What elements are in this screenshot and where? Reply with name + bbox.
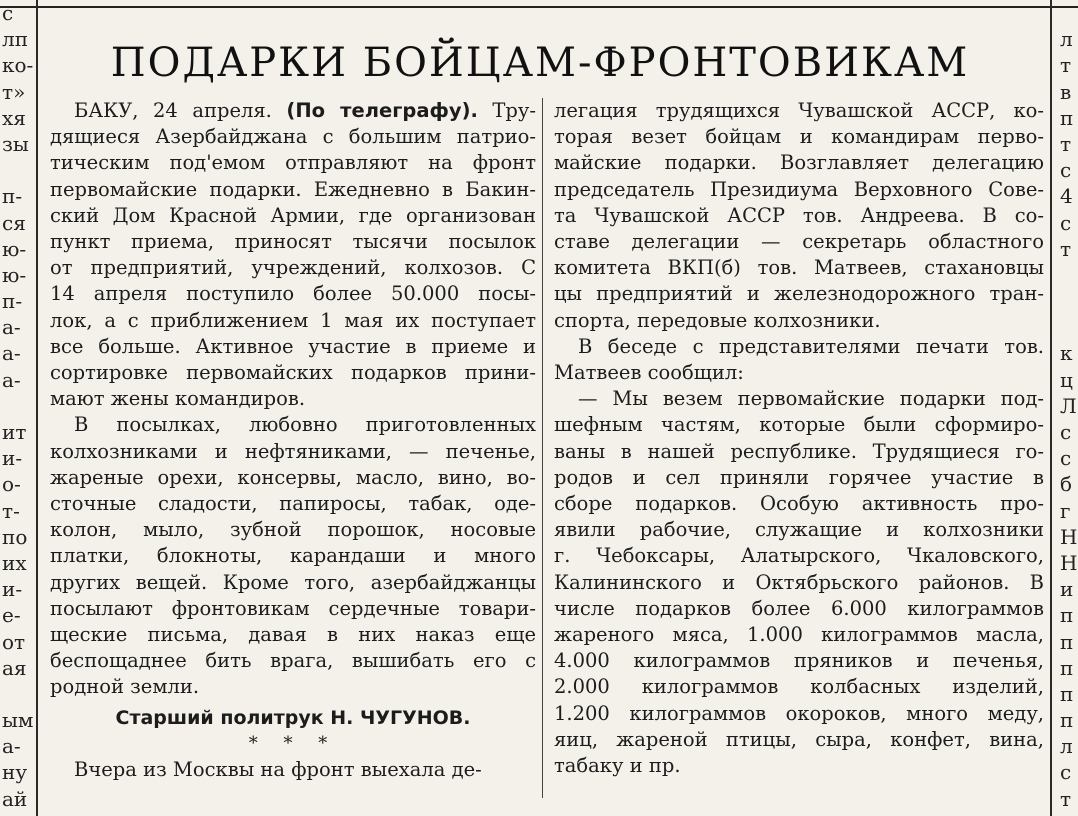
margin-fragment: Л <box>1060 393 1077 418</box>
margin-fragment: п <box>1060 655 1074 680</box>
margin-fragment: хя <box>2 105 26 130</box>
article-line: ставе делегации — секретарь областного <box>554 230 1044 254</box>
article-line: цы предприятий и железнодорожного тран- <box>554 282 1044 306</box>
article-line: легация трудящихся Чувашской АССР, ко- <box>554 99 1044 122</box>
margin-fragment: а- <box>2 367 21 392</box>
margin-fragment <box>1060 262 1078 288</box>
margin-fragment: ко- <box>2 53 34 78</box>
margin-fragment: и <box>1060 577 1074 602</box>
article-line: явили рабочие, служащие и колхозники <box>554 518 1044 542</box>
article-line: г. Чебоксары, Алатырского, Чкаловского, <box>554 544 1044 568</box>
margin-fragment: их <box>2 550 27 575</box>
margin-fragment: по <box>2 524 28 549</box>
article-line: Матвеев сообщил: <box>554 361 744 385</box>
article-line: жареного мяса, 1.000 килограммов масла, <box>554 623 1044 647</box>
article-line: та Чувашской АССР тов. Андреева. В со- <box>554 203 1044 227</box>
article-line: пункт приема, приносят тысячи посылок <box>50 230 536 254</box>
margin-fragment: ит <box>2 420 27 444</box>
margin-fragment: лп <box>2 27 29 52</box>
margin-fragment: т <box>1060 53 1072 78</box>
margin-fragment: ц <box>1060 367 1073 392</box>
article-line: платки, блокноты, карандаши и много <box>50 544 536 568</box>
article-line: спорта, передовые колхозники. <box>554 308 881 332</box>
margin-fragment: и- <box>2 446 23 471</box>
article-line: 14 апреля поступило более 50.000 посы- <box>50 282 536 306</box>
margin-fragment: ю- <box>2 262 27 287</box>
margin-fragment: ю- <box>2 236 27 261</box>
right-column-fragment <box>1060 0 1078 816</box>
column-separator <box>542 98 543 798</box>
article-line <box>50 98 536 124</box>
margin-fragment: ым <box>2 708 34 733</box>
article-line: В посылках, любовно приготовленных <box>74 413 536 437</box>
article-baku <box>50 98 536 783</box>
article-line: все больше. Активное участие в приеме и <box>50 334 536 358</box>
article-line: 4.000 килограммов пряников и печенья, <box>554 649 1044 673</box>
margin-fragment: п- <box>2 184 23 209</box>
article-line: щеские письма, давая в них наказ еще <box>50 623 536 647</box>
margin-fragment <box>2 393 30 419</box>
section-separator: * * * <box>248 732 338 754</box>
margin-fragment: с <box>1060 760 1072 785</box>
margin-fragment: ну <box>2 760 28 785</box>
margin-fragment: о- <box>2 472 21 497</box>
margin-fragment: ай <box>2 786 28 811</box>
margin-fragment: а- <box>2 315 21 340</box>
article-line: тическим под'емом отправляют на фронт <box>50 151 536 175</box>
margin-fragment: п <box>1060 629 1074 654</box>
article-line: 1.200 килограммов окороков, много меду, <box>554 701 1044 725</box>
article-line: лок, а с приближением 1 мая их поступает <box>50 308 536 332</box>
margin-fragment: л <box>1060 734 1073 759</box>
margin-fragment: л <box>1060 27 1073 52</box>
margin-fragment: т» <box>2 79 26 104</box>
headline: ПОДАРКИ БОЙЦАМ-ФРОНТОВИКАМ <box>110 40 970 86</box>
article-text: Тру- <box>492 99 536 122</box>
margin-fragment: а- <box>2 734 21 759</box>
margin-fragment: п- <box>2 289 23 314</box>
margin-fragment <box>2 681 30 707</box>
article-line: председатель Президиума Верховного Сове- <box>554 177 1044 201</box>
left-column-rule <box>36 0 38 816</box>
margin-fragment: 4 <box>1060 184 1073 209</box>
article-line: колхозниками и нефтяниками, — печенье, <box>50 439 536 463</box>
article-line: Вчера из Москвы на фронт выехала де- <box>74 758 482 782</box>
article-line: родной земли. <box>50 675 200 699</box>
margin-fragment <box>2 157 30 183</box>
margin-fragment: и- <box>2 577 23 602</box>
article-line: сборе подарков. Особую активность про- <box>554 492 1044 516</box>
article-baku-body <box>50 98 536 783</box>
margin-fragment <box>1060 288 1078 314</box>
margin-fragment: Н <box>1060 524 1078 549</box>
article-line: шефным частям, которые были сформиро- <box>554 413 1044 437</box>
margin-fragment <box>1060 0 1078 26</box>
article-line: колон, мыло, зубной порошок, носовые <box>50 518 536 542</box>
margin-fragment: п <box>1060 603 1074 628</box>
article-line: майские подарки. Возглавляет делегацию <box>554 151 1044 175</box>
article-line: первомайские подарки. Ежедневно в Бакин- <box>50 177 536 201</box>
margin-fragment: б <box>1060 472 1073 497</box>
margin-fragment: зы <box>2 131 29 156</box>
article-line: табаку и пр. <box>554 754 681 778</box>
margin-fragment: е- <box>2 603 21 628</box>
article-line: ваны в нашей республике. Трудящиеся го- <box>554 439 1044 463</box>
article-line: торая везет бойцам и командирам перво- <box>554 125 1044 149</box>
margin-fragment: с <box>1060 420 1072 444</box>
left-column-fragment <box>2 0 34 816</box>
margin-fragment: ся <box>2 210 26 235</box>
margin-fragment: в <box>1060 79 1072 104</box>
margin-fragment: п <box>1060 708 1074 733</box>
article-line: Калининского и Октябрьского районов. В <box>554 570 1044 594</box>
margin-fragment: ая <box>2 655 27 680</box>
margin-fragment: с <box>1060 210 1072 235</box>
margin-fragment: с <box>1060 158 1072 183</box>
top-rule <box>0 6 1078 8</box>
margin-fragment: т <box>1060 786 1072 811</box>
article-line: других вещей. Кроме того, азербайджанцы <box>50 570 536 594</box>
right-column-rule <box>1050 0 1052 816</box>
margin-fragment: п <box>1060 105 1074 130</box>
article-line: родов и сел приняли горячее участие в <box>554 465 1044 489</box>
article-line: беспощаднее бить врага, вышибать его с <box>50 649 536 673</box>
margin-fragment <box>1060 314 1078 340</box>
article-line: яиц, жареной птицы, сыра, конфет, вина, <box>554 727 1044 751</box>
article-line: числе подарков более 6.000 килограммов <box>554 596 1044 620</box>
article-line: — Мы везем первомайские подарки под- <box>578 387 1044 411</box>
margin-fragment: г <box>1060 498 1071 523</box>
article-line: сортировке первомайских подарков прини- <box>50 361 536 385</box>
article-line: посылают фронтовикам сердечные товари- <box>50 596 536 620</box>
article-chuvash <box>554 98 1044 779</box>
article-chuvash-body <box>554 98 1044 779</box>
source-note: (По телеграфу). <box>286 99 478 122</box>
article-line: сточные сладости, папиросы, табак, оде- <box>50 492 536 516</box>
margin-fragment: п <box>1060 681 1074 706</box>
article-line: В беседе с представителями печати тов. <box>578 334 1044 358</box>
article-line: от предприятий, учреждений, колхозов. С <box>50 256 536 280</box>
margin-fragment: с <box>1060 446 1072 471</box>
author-signature: Старший политрук Н. ЧУГУНОВ. <box>115 706 471 729</box>
article-line: дящиеся Азербайджана с большим патрио- <box>50 125 536 149</box>
margin-fragment: т <box>1060 236 1072 261</box>
article-line: 2.000 килограммов колбасных изделий, <box>554 675 1044 699</box>
article-line: комитета ВКП(б) тов. Матвеев, стахановцы <box>554 256 1044 280</box>
margin-fragment: а- <box>2 341 21 366</box>
article-line: мают жены командиров. <box>50 387 306 411</box>
margin-fragment: с <box>2 1 14 25</box>
margin-fragment: т- <box>2 498 20 523</box>
margin-fragment: от <box>2 629 26 654</box>
margin-fragment: т <box>1060 131 1072 156</box>
margin-fragment: Н <box>1060 550 1078 575</box>
dateline: БАКУ, 24 апреля. <box>74 99 272 122</box>
article-line: жареные орехи, консервы, масло, вино, во- <box>50 465 536 489</box>
margin-fragment: к <box>1060 341 1073 366</box>
article-line: ский Дом Красной Армии, где организован <box>50 203 536 227</box>
